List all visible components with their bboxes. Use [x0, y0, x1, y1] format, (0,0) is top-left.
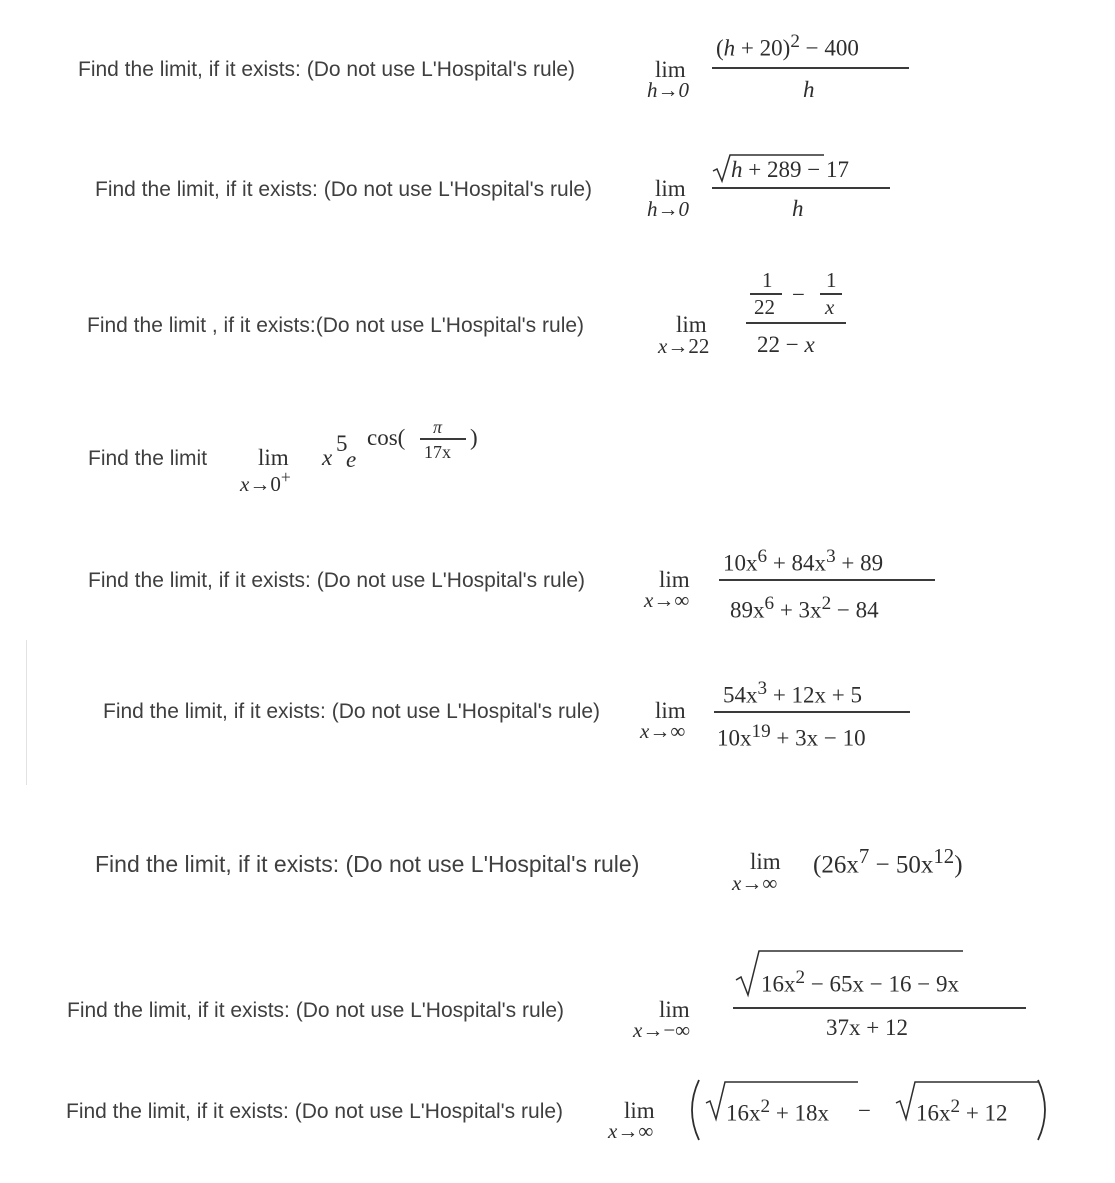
minus-sign: − — [792, 282, 805, 307]
euler-e: e — [346, 447, 357, 472]
inner-fraction-2-numerator: 1 — [826, 268, 837, 292]
problem-prompt: Find the limit, if it exists: (Do not use L'Hospital's rule) — [67, 999, 565, 1022]
fraction-bar — [719, 579, 935, 581]
close-paren — [1034, 1078, 1054, 1142]
denominator: h — [803, 77, 815, 102]
lim-approach: h→0 — [647, 197, 689, 221]
radicand-2: $16x^2 + 12$ — [916, 1096, 1008, 1126]
left-divider — [26, 640, 27, 785]
lim-operator: lim — [655, 57, 686, 82]
lim-approach: x→∞ — [732, 871, 778, 895]
lim-approach: h→0 — [647, 78, 689, 102]
lim-operator: lim — [676, 312, 707, 337]
lim-approach: x→−∞ — [633, 1018, 691, 1042]
problem-prompt: Find the limit , if it exists:(Do not use L'Hospital's rule) — [87, 314, 585, 337]
lim-operator: lim — [624, 1098, 655, 1123]
lim-operator: lim — [258, 445, 289, 470]
inner-fraction-1-denominator: 22 — [754, 295, 775, 319]
pi-symbol: π — [433, 417, 443, 437]
lim-operator: lim — [659, 567, 690, 592]
minus-sign: − — [858, 1098, 871, 1123]
denominator: h — [792, 196, 804, 221]
base-variable: x — [322, 445, 333, 470]
fraction-bar — [746, 322, 846, 324]
numerator: $54x^3 + 12x + 5$ — [723, 678, 863, 708]
lim-approach: x→∞ — [608, 1119, 654, 1143]
numerator: h + 289 − 17 — [731, 157, 849, 182]
lim-approach: x→0+ — [240, 467, 291, 496]
lim-operator: lim — [659, 997, 690, 1022]
fraction-bar — [712, 187, 890, 189]
problem-prompt: Find the limit, if it exists: (Do not use L'Hospital's rule) — [95, 178, 593, 201]
lim-operator: lim — [655, 176, 686, 201]
exponent-fraction-bar — [420, 438, 466, 440]
exponent: 5 — [336, 431, 348, 456]
fraction-bar — [712, 67, 909, 69]
problem-prompt: Find the limit — [88, 447, 208, 470]
close-paren: ) — [470, 425, 478, 450]
fraction-bar — [714, 711, 910, 713]
lim-operator: lim — [750, 849, 781, 874]
problem-prompt: Find the limit, if it exists: (Do not use L'Hospital's rule) — [78, 58, 576, 81]
cos-function: cos( — [367, 425, 406, 450]
numerator: $10x^6 + 84x^3 + 89$ — [723, 546, 884, 576]
problem-prompt: Find the limit, if it exists: (Do not use L'Hospital's rule) — [88, 569, 586, 592]
denominator: 22 − x — [757, 332, 815, 357]
lim-operator: lim — [655, 698, 686, 723]
open-paren — [683, 1078, 703, 1142]
inner-fraction-2-denominator: x — [825, 295, 835, 319]
denominator: $10x^{19} + 3x - 10$ — [717, 721, 866, 751]
numerator: $16x^2 - 65x - 16 - 9x$ — [761, 967, 960, 997]
lim-approach: x→∞ — [640, 719, 686, 743]
problem-prompt: Find the limit, if it exists: (Do not use L'Hospital's rule) — [95, 851, 640, 877]
radicand-1: $16x^2 + 18x$ — [726, 1096, 830, 1126]
exponent-fraction-denominator: 17x — [424, 442, 451, 462]
denominator: 37x + 12 — [826, 1015, 908, 1040]
numerator: $(h + 20)^2 - 400$ — [716, 31, 859, 61]
denominator: $89x^6 + 3x^2 - 84$ — [730, 593, 879, 623]
inner-fraction-1-numerator: 1 — [762, 268, 773, 292]
fraction-bar — [733, 1007, 1026, 1009]
problem-prompt: Find the limit, if it exists: (Do not use L'Hospital's rule) — [103, 700, 601, 723]
expression: $(26x^7 - 50x^{12})$ — [813, 844, 963, 879]
problem-prompt: Find the limit, if it exists: (Do not use L'Hospital's rule) — [66, 1100, 564, 1123]
lim-approach: x→∞ — [644, 588, 690, 612]
lim-approach: x→22 — [658, 334, 710, 358]
